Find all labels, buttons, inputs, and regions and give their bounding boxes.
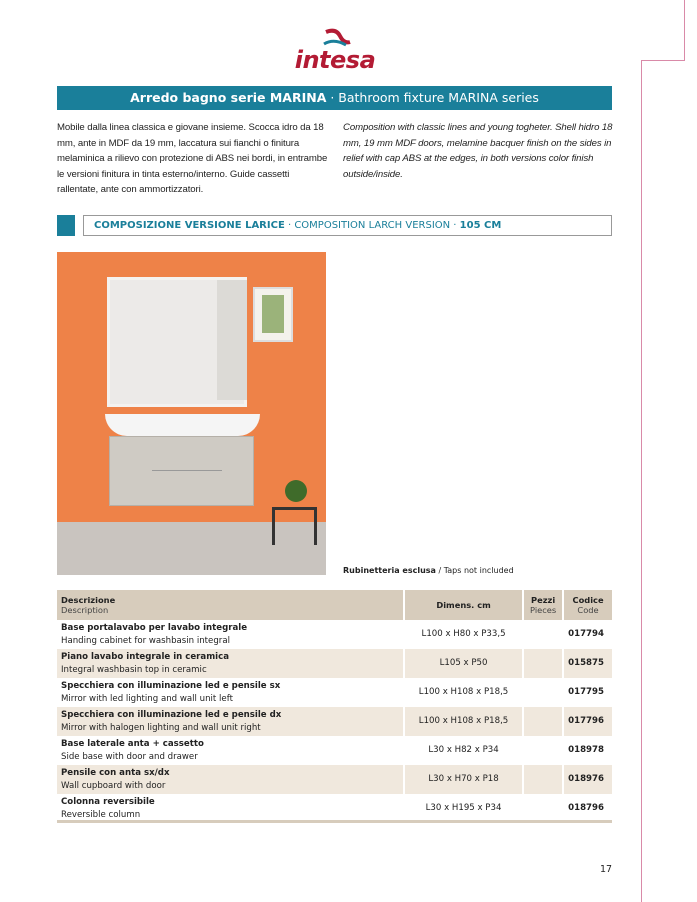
section-it: COMPOSIZIONE VERSIONE LARICE xyxy=(94,220,285,231)
image-caption xyxy=(343,566,514,575)
row-description: Base laterale anta + cassetto Side base with door and drawer xyxy=(57,736,404,765)
row-pieces xyxy=(523,736,563,765)
row-code: 017794 xyxy=(568,629,604,639)
row-code: 017795 xyxy=(568,687,604,697)
table-row xyxy=(57,678,612,707)
product-table xyxy=(57,590,612,823)
row-pieces xyxy=(523,620,563,649)
page-number: 17 xyxy=(600,864,613,875)
row-description: Specchiera con illuminazione led e pensile dx Mirror with halogen lighting and wall unit right xyxy=(57,707,404,736)
row-dimensions: L100 x H80 x P33,5 xyxy=(404,620,523,649)
row-pieces xyxy=(523,649,563,678)
table-row xyxy=(57,707,612,736)
row-code: 015875 xyxy=(563,649,612,678)
product-photo xyxy=(57,252,326,575)
header-description: Descrizione Description xyxy=(57,590,404,620)
title-en: Bathroom fixture MARINA series xyxy=(338,90,539,105)
row-dimensions: L100 x H108 x P18,5 xyxy=(404,678,523,707)
header-pieces: Pezzi Pieces xyxy=(523,590,563,620)
table-row xyxy=(57,765,612,794)
brand-name: intesa xyxy=(294,46,376,74)
table-row xyxy=(57,794,612,823)
table-row xyxy=(57,736,612,765)
caption-it: Rubinetteria esclusa xyxy=(343,566,436,575)
row-pieces xyxy=(523,765,563,794)
caption-en: / Taps not included xyxy=(435,566,514,575)
row-code: 018976 xyxy=(563,765,612,794)
row-description: Colonna reversibile Reversible column xyxy=(57,794,404,823)
row-dimensions: L105 x P50 xyxy=(404,649,523,678)
row-code: 017796 xyxy=(563,707,612,736)
row-dimensions: L30 x H70 x P18 xyxy=(404,765,523,794)
table-row xyxy=(57,620,612,649)
section-en: · COMPOSITION LARCH VERSION · xyxy=(284,220,460,231)
brand-logo xyxy=(290,28,380,78)
row-description: Specchiera con illuminazione led e pensile sx Mirror with led lighting and wall unit left xyxy=(57,678,404,707)
header-dimensions: Dimens. cm xyxy=(404,590,523,620)
section-header xyxy=(57,215,612,236)
row-code: 018796 xyxy=(568,803,604,813)
table-bottom-rule xyxy=(57,820,612,823)
crop-mark xyxy=(641,60,685,61)
page-title xyxy=(57,86,612,110)
logo-wave-icon xyxy=(320,28,352,48)
section-marker xyxy=(57,215,75,236)
crop-mark xyxy=(641,60,642,902)
row-description: Base portalavabo per lavabo integrale Handing cabinet for washbasin integral xyxy=(57,620,404,649)
row-code: 018978 xyxy=(568,745,604,755)
row-description: Pensile con anta sx/dx Wall cupboard with door xyxy=(57,765,404,794)
title-sep: · xyxy=(326,90,339,105)
crop-mark xyxy=(684,0,685,60)
intro-english: Composition with classic lines and young togheter. Shell hidro 18 mm, 19 mm MDF doors, melamine bacquer finish on the sides in relief with cap ABS at the edges, in both versions color finish outside/inside. xyxy=(343,122,613,180)
header-code: Codice Code xyxy=(563,590,612,620)
title-it: Arredo bagno serie MARINA xyxy=(130,90,327,105)
row-dimensions: L30 x H195 x P34 xyxy=(404,794,523,823)
row-dimensions: L30 x H82 x P34 xyxy=(404,736,523,765)
intro-italian: Mobile dalla linea classica e giovane insieme. Scocca idro da 18 mm, ante in MDF da 19 mm, laccatura sui fianchi o finitura melaminica a rilievo con protezione di ABS nei bordi, in entrambe le versioni finitura in tinta esterno/interno. Guide cassetti rallentate, ante con ammortizzatori. xyxy=(57,122,328,195)
row-pieces xyxy=(523,678,563,707)
row-description: Piano lavabo integrale in ceramica Integral washbasin top in ceramic xyxy=(57,649,404,678)
table-row xyxy=(57,649,612,678)
row-pieces xyxy=(523,794,563,823)
section-size: 105 CM xyxy=(459,220,502,231)
row-pieces xyxy=(523,707,563,736)
row-dimensions: L100 x H108 x P18,5 xyxy=(404,707,523,736)
